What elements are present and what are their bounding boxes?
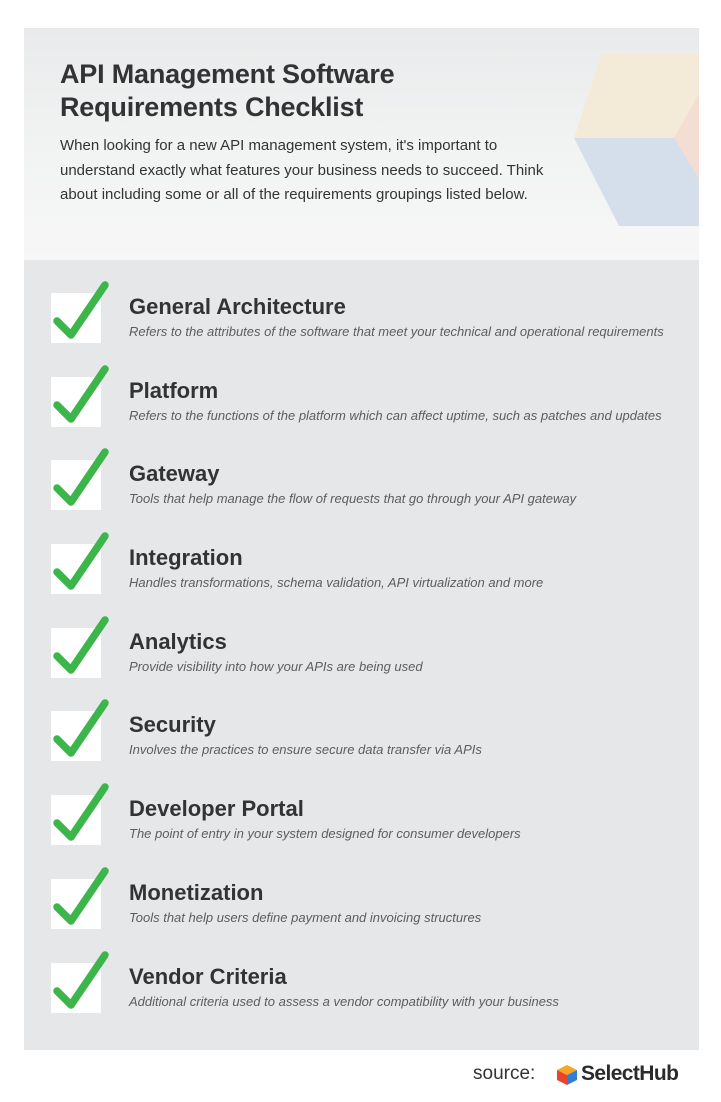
item-title: Developer Portal <box>129 796 304 822</box>
item-description: Involves the practices to ensure secure data transfer via APIs <box>129 742 482 758</box>
checkmark-icon <box>51 781 109 845</box>
checkbox <box>51 544 101 594</box>
item-description: Refers to the attributes of the software that meet your technical and operational requirements <box>129 324 664 339</box>
item-title: Gateway <box>129 461 220 487</box>
checklist-item <box>24 531 699 615</box>
checkmark-icon <box>51 865 109 929</box>
checklist-item <box>24 950 699 1034</box>
source-footer <box>473 1062 693 1086</box>
checkbox <box>51 628 101 678</box>
item-title: Vendor Criteria <box>129 963 287 989</box>
checklist-item <box>24 447 699 531</box>
item-title: Security <box>129 712 216 738</box>
header <box>24 28 699 260</box>
checkbox <box>51 293 101 343</box>
checklist-item <box>24 364 699 448</box>
item-description: Refers to the functions of the platform which can affect uptime, such as patches and updates <box>129 407 662 423</box>
checkmark-icon <box>51 949 109 1013</box>
item-description: Tools that help users define payment and invoicing structures <box>129 909 482 925</box>
title-line-1: API Management Software <box>60 59 395 89</box>
item-title: Integration <box>129 545 243 571</box>
cube-decoration-icon <box>574 54 699 226</box>
checkbox <box>51 377 101 427</box>
brand-name: SelectHub <box>581 1062 679 1085</box>
item-title: Monetization <box>129 879 264 905</box>
checkbox <box>51 460 101 510</box>
source-label: source: <box>473 1063 536 1084</box>
checkbox <box>51 963 101 1013</box>
checkbox <box>51 879 101 929</box>
checklist-item <box>24 280 699 364</box>
item-title: Analytics <box>129 628 227 654</box>
checklist-item <box>24 782 699 866</box>
checkbox <box>51 711 101 761</box>
title-line-2: Requirements Checklist <box>60 92 364 122</box>
item-title: Platform <box>129 377 219 403</box>
checklist-card <box>24 28 699 1050</box>
checklist-item <box>24 698 699 782</box>
checkmark-icon <box>51 697 109 761</box>
intro-text: When looking for a new API management system, it's important to understand exactly what features your business needs to succeed. Think about including some or all of the requirements groupings listed below. <box>60 137 544 203</box>
checklist <box>24 280 699 1033</box>
checkbox <box>51 795 101 845</box>
checklist-item <box>24 615 699 699</box>
checkmark-icon <box>51 363 109 427</box>
page-title <box>60 58 580 124</box>
selecthub-logo-icon <box>556 1064 578 1086</box>
item-title: General Architecture <box>129 294 346 319</box>
item-description: Tools that help manage the flow of requests that go through your API gateway <box>129 491 577 507</box>
item-description: Handles transformations, schema validation, API virtualization and more <box>129 575 544 591</box>
checkmark-icon <box>51 446 109 510</box>
checkmark-icon <box>51 530 109 594</box>
checklist-item <box>24 866 699 950</box>
checkmark-icon <box>51 279 109 343</box>
item-description: Provide visibility into how your APIs are being used <box>129 658 423 674</box>
checkmark-icon <box>51 614 109 678</box>
item-description: The point of entry in your system designed for consumer developers <box>129 826 521 842</box>
item-description: Additional criteria used to assess a vendor compatibility with your business <box>129 993 559 1009</box>
